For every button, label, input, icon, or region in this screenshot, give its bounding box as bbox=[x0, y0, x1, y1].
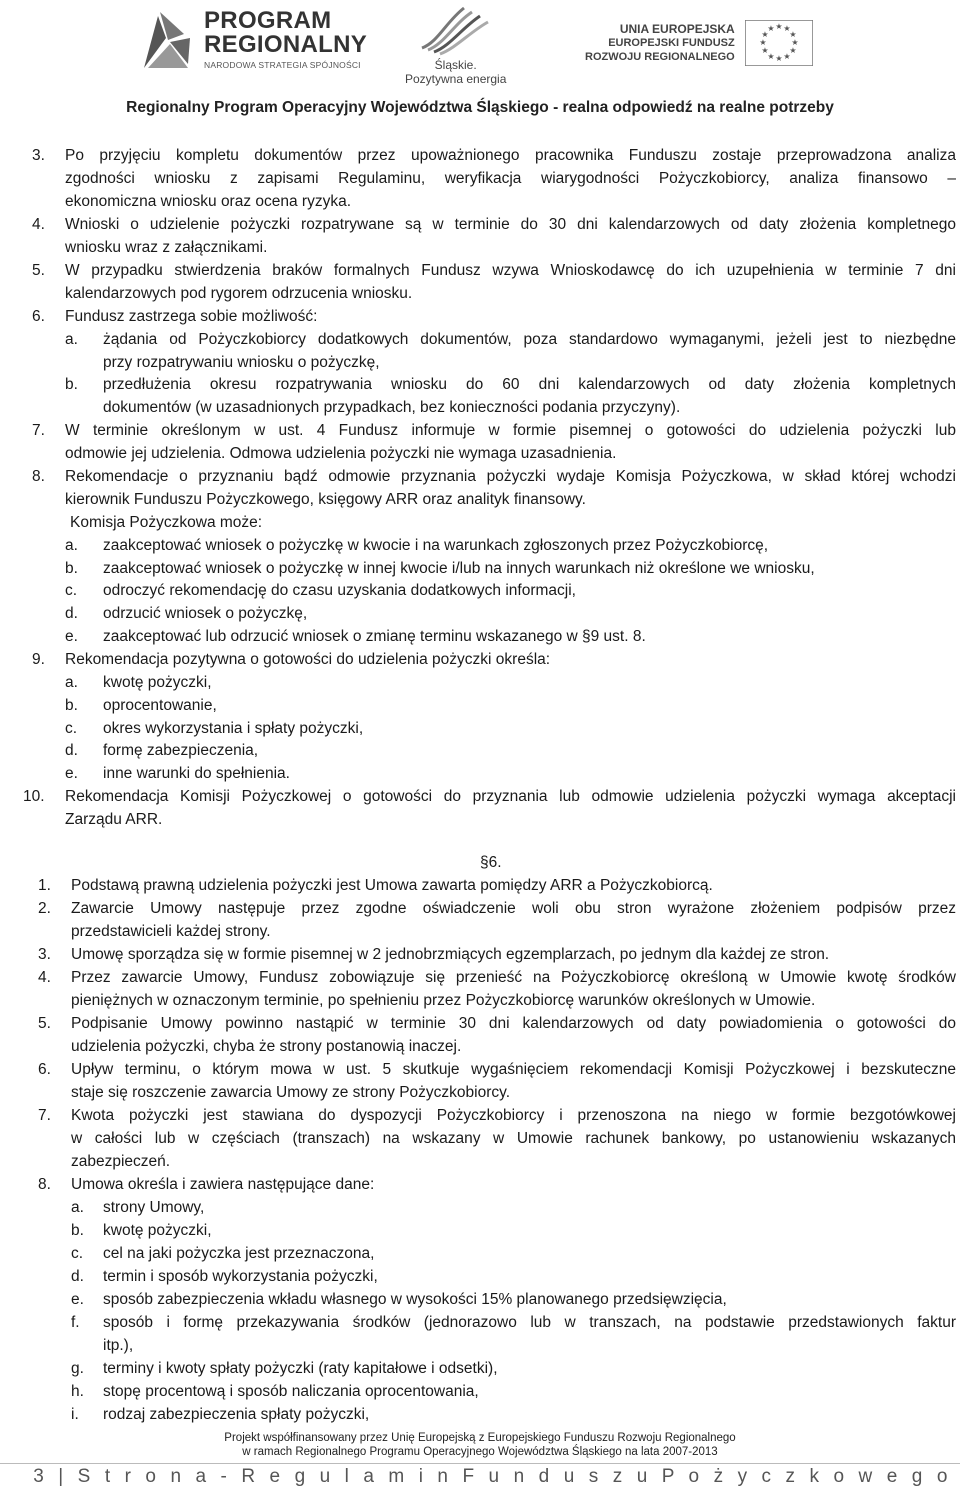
list-item-text: kwotę pożyczki, bbox=[103, 1222, 212, 1239]
list-item-number: d. bbox=[65, 605, 78, 622]
list-item-text: oprocentowanie, bbox=[103, 697, 217, 714]
list-item-text: W przypadku stwierdzenia braków formalnych Fundusz wzywa Wnioskodawcę do ich uzupełnienia w terminie 7 dni bbox=[65, 262, 956, 279]
list-item-text: Upływ terminu, o którym mowa w ust. 5 skutkuje wygaśnięciem rekomendacji Komisji Pożyczkowej i bezskuteczne bbox=[71, 1061, 956, 1078]
logo-program-sub: NARODOWA STRATEGIA SPÓJNOŚCI bbox=[204, 59, 361, 70]
list-item-text: Rekomendacje o przyznaniu bądź odmowie przyznania pożyczki wydaje Komisja Pożyczkowa, w skład której wchodzi bbox=[65, 468, 956, 485]
list-item-number: d. bbox=[65, 742, 78, 759]
list-item-text: w całości lub w częściach (transzach) na wskazany w Umowie rachunek bankowy, po ustanowieniu wskazanych bbox=[71, 1130, 956, 1147]
list-item-number: b. bbox=[65, 376, 78, 393]
program-regionalny-emblem-icon bbox=[140, 8, 192, 70]
list-item-number: a. bbox=[65, 537, 78, 554]
list-item-text: formę zabezpieczenia, bbox=[103, 742, 259, 759]
list-item-number: c. bbox=[65, 582, 78, 599]
list-item-number: 3. bbox=[32, 147, 45, 164]
list-item-number: e. bbox=[65, 765, 78, 782]
list-item-text: odroczyć rekomendację do czasu uzyskania dodatkowych informacji, bbox=[103, 582, 576, 599]
list-item-number: 7. bbox=[38, 1107, 51, 1124]
list-item-number: b. bbox=[65, 697, 78, 714]
eu-flag-icon bbox=[745, 20, 813, 66]
list-item-number: c. bbox=[65, 720, 78, 737]
list-item-text: przy rozpatrywaniu wniosku o pożyczkę, bbox=[103, 354, 380, 371]
logo-slaskie-line1: Śląskie. bbox=[434, 58, 477, 72]
list-item-text: okres wykorzystania i spłaty pożyczki, bbox=[103, 720, 364, 737]
list-item-text: żądania od Pożyczkobiorcy dodatkowych dokumentów, poza standardowo wymaganymi, jeżeli jest to niezbędne bbox=[103, 331, 956, 348]
list-item-text: Zawarcie Umowy następuje przez zgodne oświadczenie woli obu stron wyrażone złożeniem podpisów przez bbox=[71, 900, 956, 917]
svg-text:★: ★ bbox=[789, 30, 797, 39]
slaskie-logo bbox=[405, 2, 506, 86]
list-item-text: zgodności wniosku z zapisami Regulaminu, weryfikacja wiarygodności Pożyczkobiorcy, analiza finansowo – bbox=[65, 170, 956, 187]
list-item-number: 5. bbox=[38, 1015, 51, 1032]
program-regionalny-logo bbox=[140, 8, 367, 70]
svg-text:★: ★ bbox=[767, 24, 775, 33]
svg-text:★: ★ bbox=[789, 46, 797, 55]
list-item-text: Umowę sporządza się w formie pisemnej w 2 jednobrzmiących egzemplarzach, po jednym dla każdej ze stron. bbox=[71, 946, 830, 963]
list-item-number: f. bbox=[71, 1314, 80, 1331]
list-item-text: itp.), bbox=[103, 1337, 134, 1354]
list-item-text: rodzaj zabezpieczenia spłaty pożyczki, bbox=[103, 1406, 370, 1423]
list-item-text: zaakceptować wniosek o pożyczkę w kwocie i na warunkach zgłoszonych przez Pożyczkobiorcę, bbox=[103, 537, 769, 554]
list-item-text: pieniężnych w oznaczonym terminie, po spełnieniu przez Pożyczkobiorcę warunków określonych w Umowie. bbox=[71, 992, 816, 1009]
list-item-text: wniosku wraz z załącznikami. bbox=[65, 239, 268, 256]
svg-text:★: ★ bbox=[761, 46, 769, 55]
list-item-number: e. bbox=[71, 1291, 84, 1308]
footer bbox=[0, 1431, 960, 1459]
list-item-number: 9. bbox=[32, 651, 45, 668]
list-item-number: 8. bbox=[32, 468, 45, 485]
list-item-text: kalendarzowych pod rygorem odrzucenia wniosku. bbox=[65, 285, 413, 302]
list-item-number: 1. bbox=[38, 877, 51, 894]
list-item-text: przedłużenia okresu rozpatrywania wniosku do 60 dni kalendarzowych od daty złożenia kompletnych bbox=[103, 376, 956, 393]
list-item-text: odmowie jej udzielenia. Odmowa udzielenia pożyczki nie wymaga uzasadnienia. bbox=[65, 445, 617, 462]
logo-program-line1: PROGRAM bbox=[204, 6, 332, 34]
logo-eu-line3: ROZWOJU REGIONALNEGO bbox=[585, 51, 735, 63]
logo-eu-line1: UNIA EUROPEJSKA bbox=[619, 22, 735, 36]
section-heading: §6. bbox=[480, 854, 502, 871]
list-item-text: cel na jaki pożyczka jest przeznaczona, bbox=[103, 1245, 375, 1262]
footer-line1: Projekt współfinansowany przez Unię Europejską z Europejskiego Funduszu Rozwoju Regionalnego bbox=[224, 1432, 736, 1444]
list-item-text: kierownik Funduszu Pożyczkowego, księgowy ARR oraz analityk finansowy. bbox=[65, 491, 586, 508]
list-item-number: a. bbox=[65, 674, 78, 691]
list-item-text: terminy i kwoty spłaty pożyczki (raty kapitałowe i odsetki), bbox=[103, 1360, 498, 1377]
list-item-number: e. bbox=[65, 628, 78, 645]
list-item-text: udzielenia pożyczki, chyba że strony postanowią inaczej. bbox=[71, 1038, 462, 1055]
list-item-text: Rekomendacja pozytywna o gotowości do udzielenia pożyczki określa: bbox=[65, 651, 551, 668]
logo-program-line2: REGIONALNY bbox=[204, 30, 368, 58]
list-item-number: i. bbox=[71, 1406, 79, 1423]
eu-logo bbox=[585, 20, 813, 66]
list-item-text: Rekomendacja Komisji Pożyczkowej o gotowości do przyznania lub odmowie udzielenia pożyczki wymaga akceptacji bbox=[65, 788, 956, 805]
list-item-number: a. bbox=[71, 1199, 84, 1216]
list-item-number: b. bbox=[65, 560, 78, 577]
list-item-text: strony Umowy, bbox=[103, 1199, 205, 1216]
list-item-text: kwotę pożyczki, bbox=[103, 674, 212, 691]
header-logos bbox=[0, 0, 960, 94]
logo-eu-line2: EUROPEJSKI FUNDUSZ bbox=[608, 37, 735, 49]
list-item-number: c. bbox=[71, 1245, 84, 1262]
list-item-number: 2. bbox=[38, 900, 51, 917]
svg-text:★: ★ bbox=[783, 52, 791, 61]
list-item-number: 6. bbox=[38, 1061, 51, 1078]
list-item-text: Umowa określa i zawiera następujące dane: bbox=[71, 1176, 375, 1193]
list-item-text: sposób i formę przekazywania środków (jednorazowo lub w transzach, na podstawie przedstawionych faktur bbox=[103, 1314, 956, 1331]
list-item-number: 10. bbox=[23, 788, 45, 805]
list-item-number: 8. bbox=[38, 1176, 51, 1193]
page-number-footer: 3 | S t r o n a - R e g u l a m i n F u n d u s z u P o ż y c z k o w e g o bbox=[33, 1466, 952, 1487]
svg-text:★: ★ bbox=[761, 30, 769, 39]
footer-line2: w ramach Regionalnego Programu Operacyjnego Województwa Śląskiego na lata 2007-2013 bbox=[242, 1446, 718, 1458]
list-item-text: zaakceptować lub odrzucić wniosek o zmianę terminu wskazanego w §9 ust. 8. bbox=[103, 628, 646, 645]
header-title: Regionalny Program Operacyjny Województwa Śląskiego - realna odpowiedź na realne potrzeby bbox=[126, 99, 834, 116]
list-item-text: dokumentów (w uzasadnionych przypadkach, bez konieczności podania przyczyny). bbox=[103, 399, 681, 416]
list-item-text: zaakceptować wniosek o pożyczkę w innej kwocie i/lub na innych warunkach niż określone we wniosku, bbox=[103, 560, 815, 577]
list-item-text: odrzucić wniosek o pożyczkę, bbox=[103, 605, 308, 622]
list-item-number: d. bbox=[71, 1268, 84, 1285]
svg-text:★: ★ bbox=[767, 52, 775, 61]
list-item-number: a. bbox=[65, 331, 78, 348]
list-item-text: inne warunki do spełnienia. bbox=[103, 765, 290, 782]
list-item-text: Przez zawarcie Umowy, Fundusz zobowiązuje się przenieść na Pożyczkobiorcę określoną w Umowie kwotę środków bbox=[71, 969, 956, 986]
list-item-text: Po przyjęciu kompletu dokumentów przez upoważnionego pracownika Funduszu zostaje przeprowadzona analiza bbox=[65, 147, 956, 164]
svg-text:★: ★ bbox=[791, 38, 799, 47]
list-item-text: Wnioski o udzielenie pożyczki rozpatrywane są w terminie do 30 dni kalendarzowych od daty złożenia kompletnego bbox=[65, 216, 956, 233]
footer-divider bbox=[0, 1463, 960, 1464]
list-item-text: Zarządu ARR. bbox=[65, 811, 163, 828]
list-item-text: staje się roszczenie zawarcia Umowy ze strony Pożyczkobiorcy. bbox=[71, 1084, 511, 1101]
list-item-number: 6. bbox=[32, 308, 45, 325]
list-item-text: Fundusz zastrzega sobie możliwość: bbox=[65, 308, 318, 325]
list-item-number: g. bbox=[71, 1360, 84, 1377]
logo-slaskie-line2: Pozytywna energia bbox=[405, 72, 507, 86]
svg-text:★: ★ bbox=[775, 22, 783, 31]
svg-text:★: ★ bbox=[775, 54, 783, 63]
list-item-number: 4. bbox=[38, 969, 51, 986]
svg-text:★: ★ bbox=[783, 24, 791, 33]
list-item-text: Komisja Pożyczkowa może: bbox=[70, 514, 263, 531]
list-item-number: 3. bbox=[38, 946, 51, 963]
list-item-number: 4. bbox=[32, 216, 45, 233]
list-item-text: Podpisanie Umowy powinno nastąpić w terminie 30 dni kalendarzowych od daty powiadomienia o gotowości do bbox=[71, 1015, 956, 1032]
list-item-text: W terminie określonym w ust. 4 Fundusz informuje w formie pisemnej o gotowości do udzielenia pożyczki lub bbox=[65, 422, 956, 439]
slaskie-wave-icon bbox=[416, 2, 496, 56]
list-item-text: sposób zabezpieczenia wkładu własnego w wysokości 15% planowanego przedsięwzięcia, bbox=[103, 1291, 727, 1308]
list-item-text: stopę procentową i sposób naliczania oprocentowania, bbox=[103, 1383, 479, 1400]
svg-text:★: ★ bbox=[759, 38, 767, 47]
list-item-text: Kwota pożyczki jest stawiana do dyspozycji Pożyczkobiorcy i przenoszona na niego w formie bezgotówkowej bbox=[71, 1107, 956, 1124]
list-item-text: zabezpieczeń. bbox=[71, 1153, 171, 1170]
list-item-number: b. bbox=[71, 1222, 84, 1239]
list-item-text: przedstawicieli każdej strony. bbox=[71, 923, 271, 940]
list-item-number: 7. bbox=[32, 422, 45, 439]
list-item-number: 5. bbox=[32, 262, 45, 279]
list-item-number: h. bbox=[71, 1383, 84, 1400]
list-item-text: Podstawą prawną udzielenia pożyczki jest Umowa zawarta pomiędzy ARR a Pożyczkobiorcą. bbox=[71, 877, 713, 894]
list-item-text: termin i sposób wykorzystania pożyczki, bbox=[103, 1268, 378, 1285]
list-item-text: ekonomiczna wniosku oraz ocena ryzyka. bbox=[65, 193, 352, 210]
